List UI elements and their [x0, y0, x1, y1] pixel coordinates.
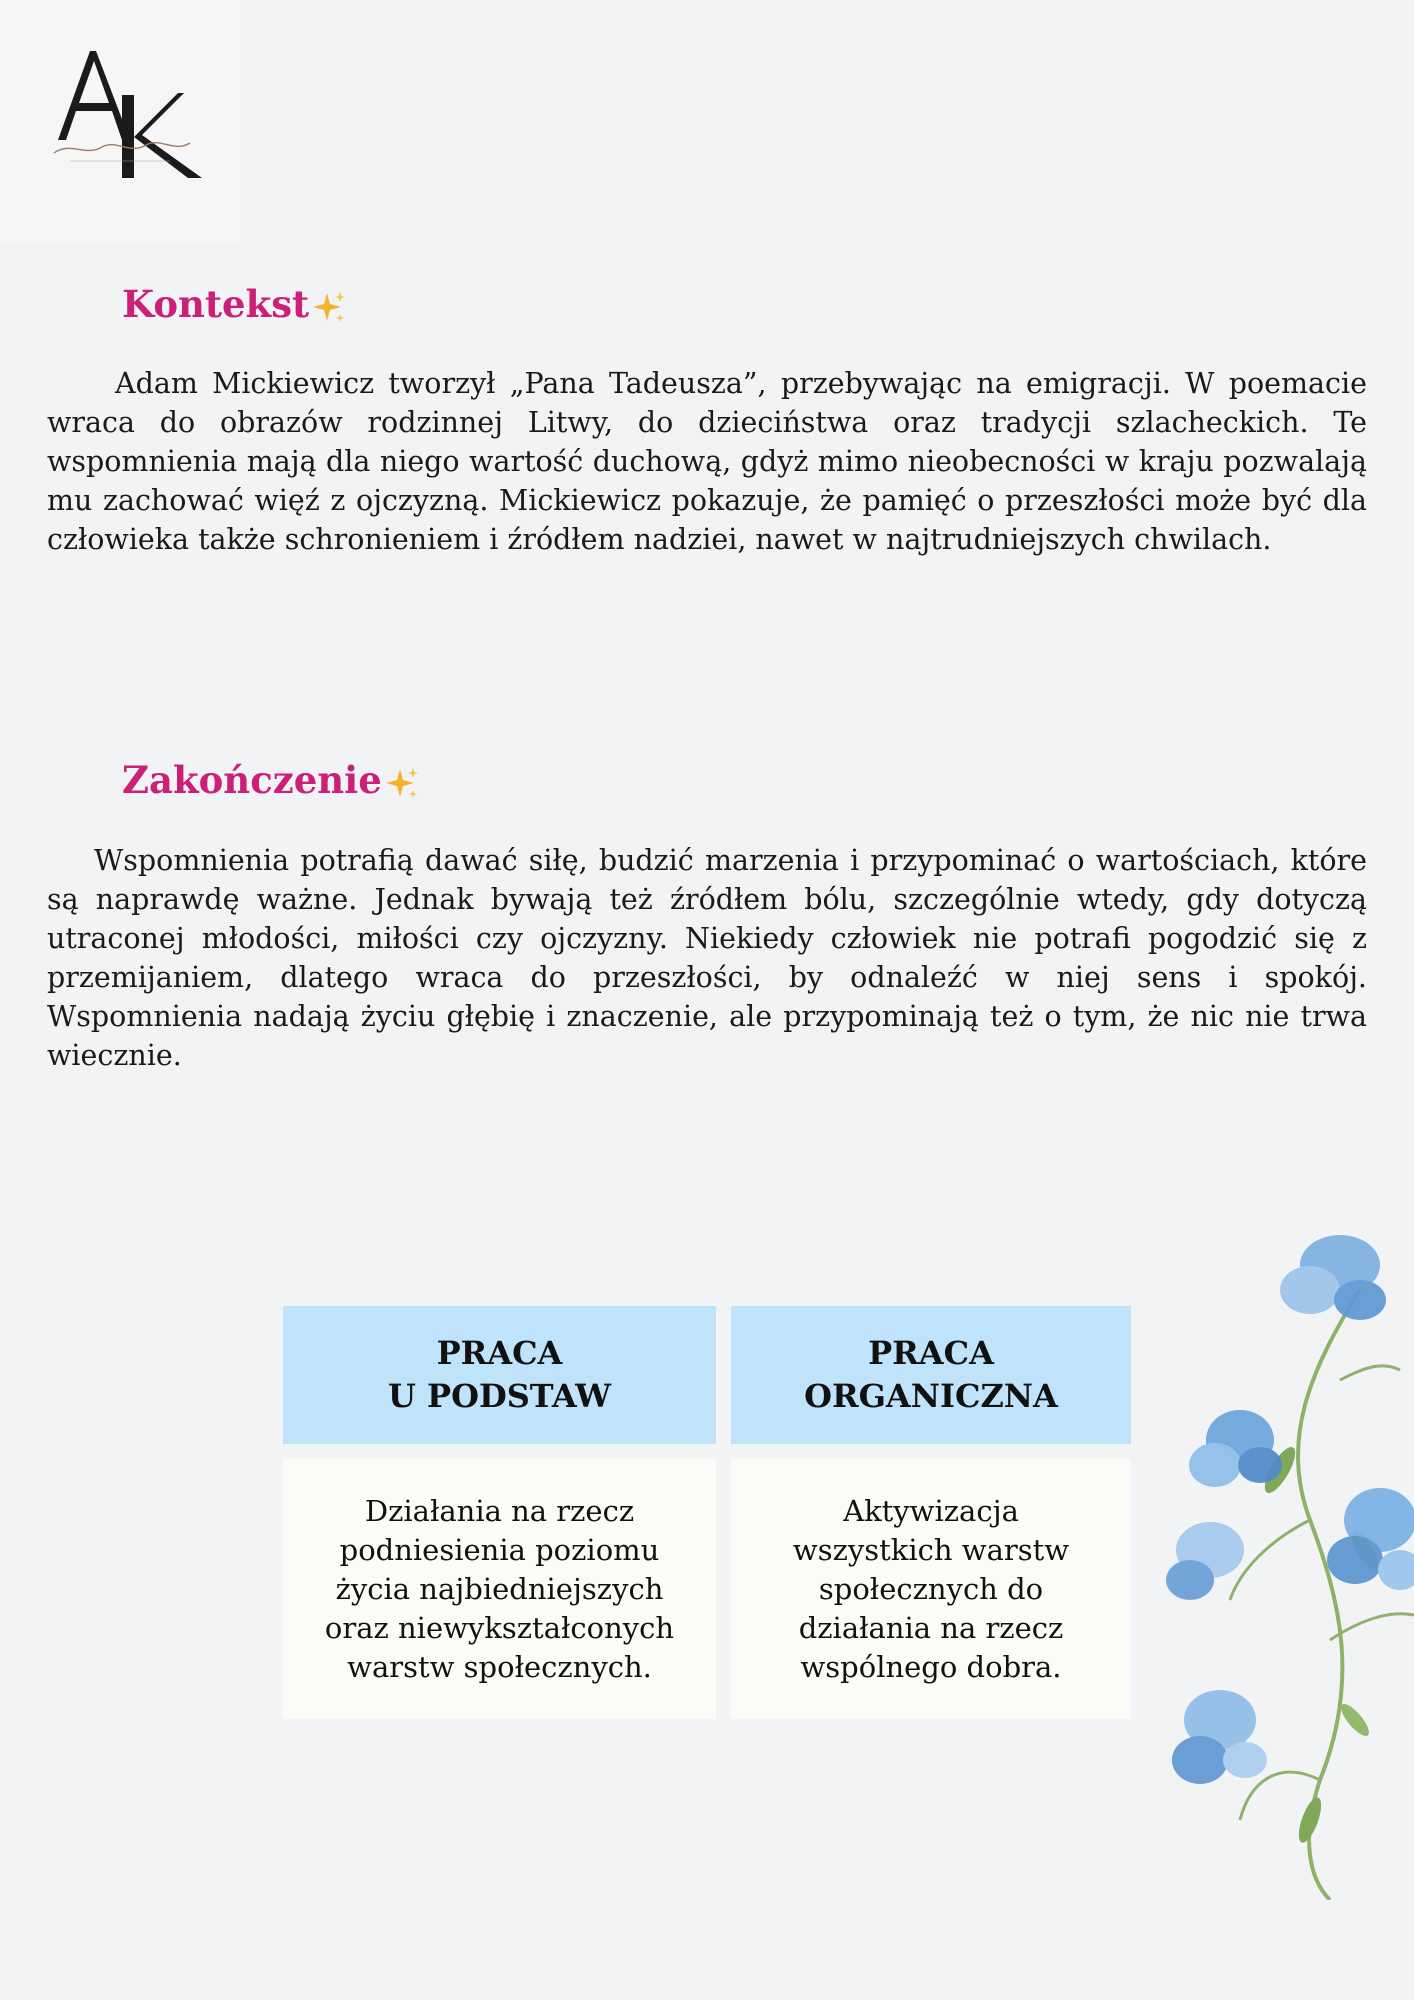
blue-flowers-decoration [1160, 1220, 1414, 1900]
card-body-praca-organiczna: Aktywizacja wszystkich warstw społecznych do działania na rzecz wspólnego dobra. [731, 1459, 1131, 1719]
card-heading-praca-u-podstaw: PRACA U PODSTAW [283, 1306, 716, 1444]
section-title-zakonczenie: Zakończenie [122, 758, 420, 802]
section-title-kontekst: Kontekst [122, 282, 347, 326]
conclusion-paragraph: Wspomnienia potrafią dawać siłę, budzić marzenia i przypominać o wartościach, które są naprawdę ważne. Jednak bywają też źródłem bólu, szczególnie wtedy, gdy dotyczą utraconej młodości, miłości czy ojczyzny. Niekiedy człowiek nie potrafi pogodzić się z przemijaniem, dlatego wraca do przeszłości, by odnaleźć w niej sens i spokój. Wspomnienia nadają życiu głębię i znaczenie, ale przypominają też o tym, że nic nie trwa wiecznie. [47, 844, 1367, 1072]
ak-monogram-logo [50, 45, 220, 195]
card-heading-praca-organiczna: PRACA ORGANICZNA [731, 1306, 1131, 1444]
sparkles-icon [384, 766, 420, 802]
sparkles-icon [311, 290, 347, 326]
logo [0, 0, 240, 245]
card-body-praca-u-podstaw: Działania na rzecz podniesienia poziomu życia najbiedniejszych oraz niewykształconych warstw społecznych. [283, 1459, 716, 1719]
context-paragraph: Adam Mickiewicz tworzył „Pana Tadeusza”, przebywając na emigracji. W poemacie wraca do obrazów rodzinnej Litwy, do dzieciństwa oraz tradycji szlacheckich. Te wspomnienia mają dla niego wartość duchową, gdyż mimo nieobecności w kraju pozwalają mu zachować więź z ojczyzną. Mickiewicz pokazuje, że pamięć o przeszłości może być dla człowieka także schronieniem i źródłem nadziei, nawet w najtrudniejszych chwilach. [47, 367, 1367, 556]
